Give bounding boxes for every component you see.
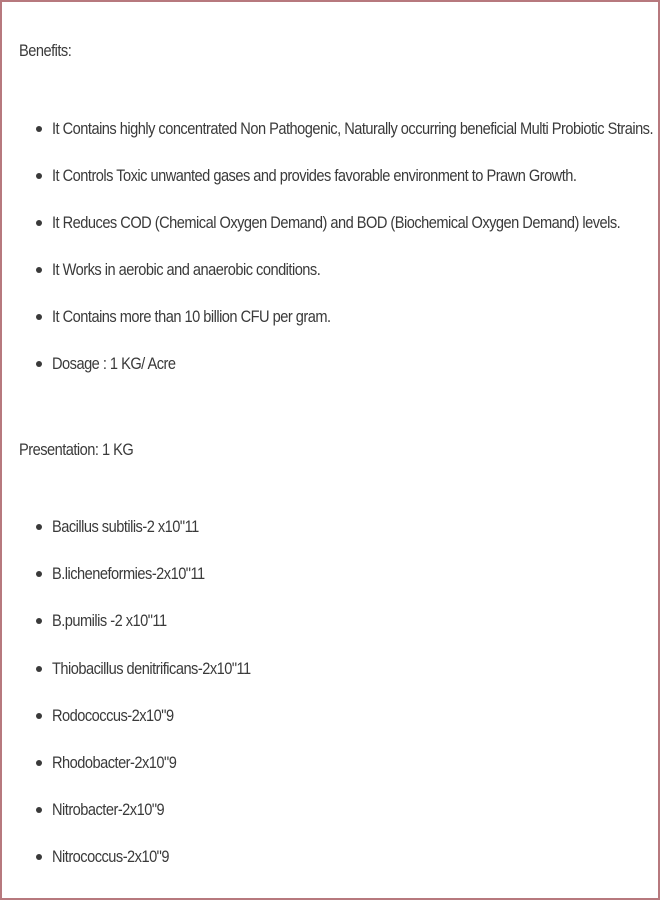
strain-text: B.licheneformies-2x10"11: [52, 564, 205, 584]
strain-text: Nitrococcus-2x10"9: [52, 847, 169, 867]
benefit-text: It Reduces COD (Chemical Oxygen Demand) and BOD (Biochemical Oxygen Demand) levels.: [52, 213, 621, 232]
bullet-icon: [36, 760, 42, 766]
bullet-icon: [36, 126, 42, 132]
dosage-text: Dosage : 1 KG/ Acre: [52, 354, 176, 373]
strain-text: Nitrobacter-2x10"9: [52, 800, 165, 820]
benefits-heading: Benefits:: [19, 41, 72, 60]
strain-text: Rhodobacter-2x10"9: [52, 752, 177, 772]
bullet-icon: [36, 854, 42, 860]
benefit-text: It Works in aerobic and anaerobic conditions.: [52, 260, 321, 279]
bullet-icon: [36, 666, 42, 672]
strain-text: Thiobacillus denitrificans-2x10"11: [52, 658, 251, 678]
bullet-icon: [36, 807, 42, 813]
bullet-icon: [36, 173, 42, 179]
bullet-icon: [36, 618, 42, 624]
strain-text: Bacillus subtilis-2 x10"11: [52, 517, 199, 536]
benefit-text: It Contains highly concentrated Non Pathogenic, Naturally occurring beneficial Multi Probiotic Strains.: [52, 119, 654, 138]
bullet-icon: [36, 361, 42, 367]
strain-text: Rodococcus-2x10"9: [52, 705, 174, 725]
bullet-icon: [36, 713, 42, 719]
bullet-icon: [36, 571, 42, 577]
bullet-icon: [36, 314, 42, 320]
benefit-text: It Contains more than 10 billion CFU per gram.: [52, 307, 331, 326]
bullet-icon: [36, 220, 42, 226]
bullet-icon: [36, 524, 42, 530]
strain-text: B.pumilis -2 x10"11: [52, 611, 167, 631]
benefit-text: It Controls Toxic unwanted gases and provides favorable environment to Prawn Growth.: [52, 166, 577, 185]
presentation-heading: Presentation: 1 KG: [19, 440, 134, 459]
bullet-icon: [36, 267, 42, 273]
